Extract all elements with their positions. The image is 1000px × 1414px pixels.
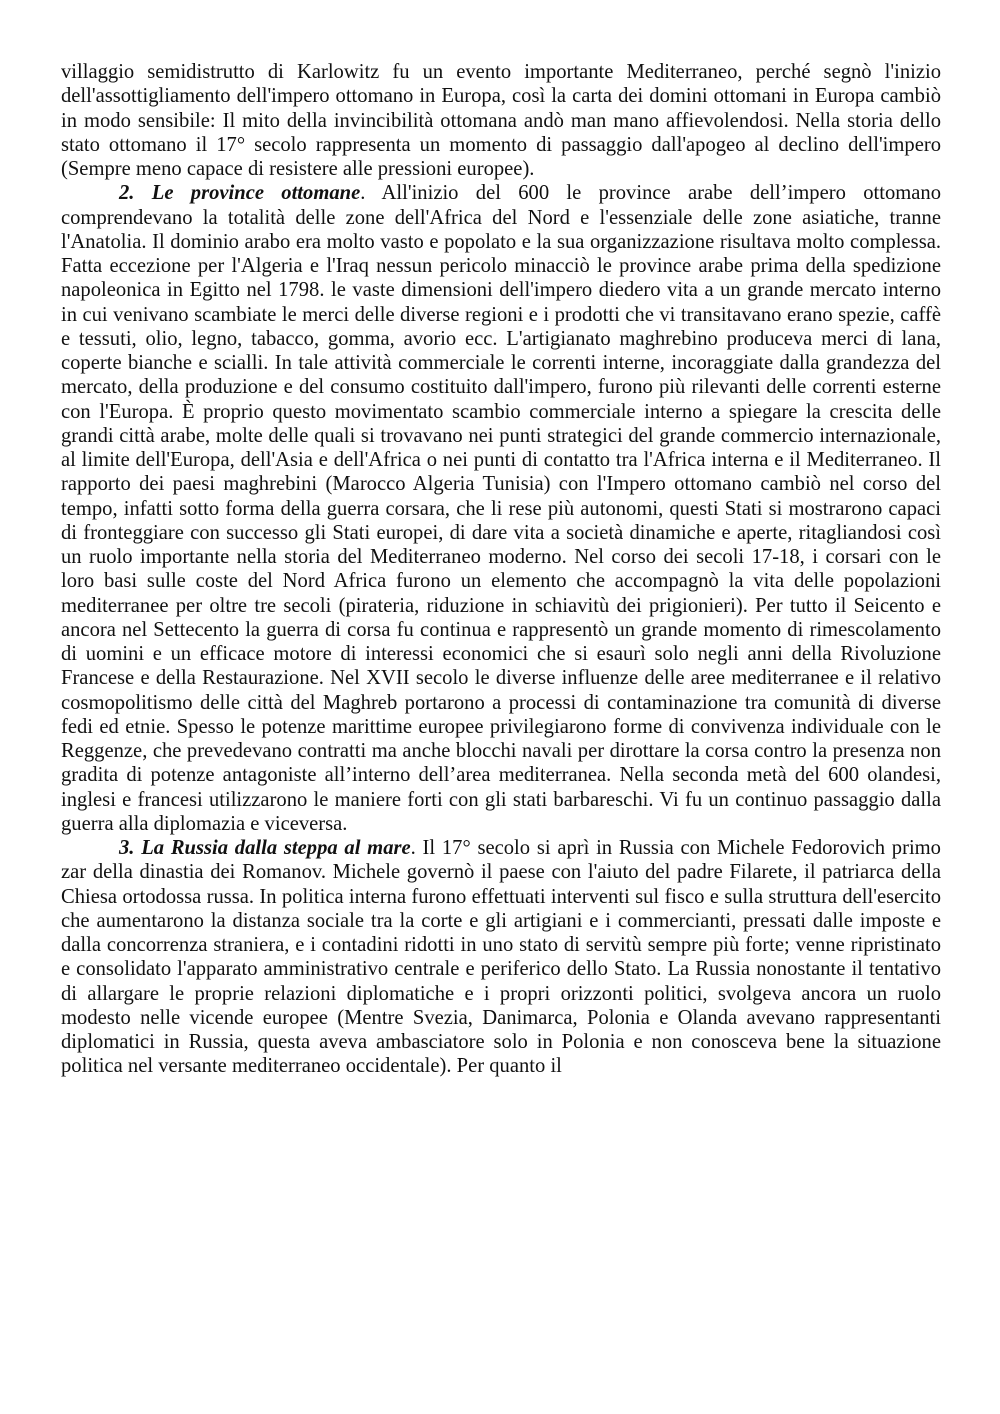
body-text [61,60,941,1079]
header-mark [480,1,520,5]
paragraph-text: . All'inizio del 600 le province arabe dell’impero ottomano comprendevano la totalità delle zone dell'Africa del Nord e l'essenziale delle zone asiatiche, tranne l'Anatolia. Il dominio arabo era molto vasto e popolato e la sua organizzazione risultava molto complessa. Fatta eccezione per l'Algeria e l'Iraq nessun pericolo minacciò le province arabe prima della spedizione napoleonica in Egitto nel 1798. le vaste dimensioni dell'impero diedero vita a un grande mercato interno in cui venivano scambiate le merci delle diverse regioni e i prodotti che vi transitavano erano spezie, caffè e tessuti, olio, legno, tabacco, gomma, avorio ecc. L'artigianato maghrebino produceva merci di lana, coperte bianche e scialli. In tale attività commerciale le correnti interne, incoraggiate dalla grandezza del mercato, della produzione e del consumo costituito dall'impero, furono più rilevanti delle correnti esterne con l'Europa. È proprio questo movimentato scambio commerciale interno a spiegare la crescita delle grandi città arabe, molte delle quali si trovavano nei punti strategici del grande commercio internazionale, al limite dell'Europa, dell'Asia e dell'Africa o nei punti di contatto tra l'Africa interna e il Mediterraneo. Il rapporto dei paesi maghrebini (Marocco Algeria Tunisia) con l'Impero ottomano cambiò nel corso del tempo, infatti sotto forma della guerra corsara, che li rese più autonomi, questi Stati si mostrarono capaci di fronteggiare con successo gli Stati europei, di dare vita a società dinamiche e aperte, ritagliandosi così un ruolo importante nella storia del Mediterraneo moderno. Nel corso dei secoli 17-18, i corsari con le loro basi sulle coste del Nord Africa furono un elemento che accompagnò la vita delle popolazioni mediterranee per oltre tre secoli (pirateria, riduzione in schiavitù dei prigionieri). Per tutto il Seicento e ancora nel Settecento la guerra di corsa fu continua e rappresentò un grande momento di rimescolamento di uomini e un efficace motore di interessi economici che si esaurì solo negli anni della Rivoluzione Francese e della Restaurazione. Nel XVII secolo le diverse influenze delle aree mediterranee e il relativo cosmopolitismo delle città del Maghreb portarono a processi di contaminazione tra comunità di diverse fedi ed etnie. Spesso le potenze marittime europee privilegiarono forme di convivenza individuale con le Reggenze, che prevedevano contratti ma anche blocchi navali per dirottare la corsa contro la presenza non gradita di potenze antagoniste all’interno dell’area mediterranea. Nella seconda metà del 600 olandesi, inglesi e francesi utilizzarono le maniere forti con gli stati barbareschi. Vi fu un continuo passaggio dalla guerra alla diplomazia e viceversa. [61,182,941,835]
section-title-province: 2. Le province ottomane [119,182,361,205]
paragraph-text: villaggio semidistrutto di Karlowitz fu un evento importante Mediterraneo, perché segnò l'inizio dell'assottigliamento dell'impero ottomano in Europa, così la carta dei domini ottomani in Europa cambiò in modo sensibile: Il mito della invincibilità ottomana andò man mano affievolendosi. Nella storia dello stato ottomano il 17° secolo rappresenta un momento di passaggio dall'apogeo al declino dell'impero (Sempre meno capace di resistere alle pressioni europee). [61,61,941,180]
paragraph-karlowitz [61,60,941,181]
paragraph-russia [61,836,941,1079]
paragraph-text: . Il 17° secolo si aprì in Russia con Michele Fedorovich primo zar della dinastia dei Romanov. Michele governò il paese con l'aiuto del padre Filarete, il patriarca della Chiesa ortodossa russa. In politica interna furono effettuati interventi sul fisco e sulla struttura dell'esercito che aumentarono la distanza sociale tra la corte e gli artigiani e i commercianti, pressati dalle imposte e dalla concorrenza straniera, e i contadini ridotti in uno stato di servitù sempre più forte; venne ripristinato e consolidato l'apparato amministrativo centrale e periferico dello Stato. La Russia nonostante il tentativo di allargare le proprie relazioni diplomatiche e i propri orizzonti politici, svolgeva ancora un ruolo modesto nelle vicende europee (Mentre Svezia, Danimarca, Polonia e Olanda avevano rappresentanti diplomatici in Russia, questa aveva ambasciatore solo in Polonia e non conosceva bene la situazione politica nel versante mediterraneo occidentale). Per quanto il [61,837,941,1078]
section-title-russia: 3. La Russia dalla steppa al mare [119,837,411,859]
paragraph-province-ottomane [61,181,941,836]
